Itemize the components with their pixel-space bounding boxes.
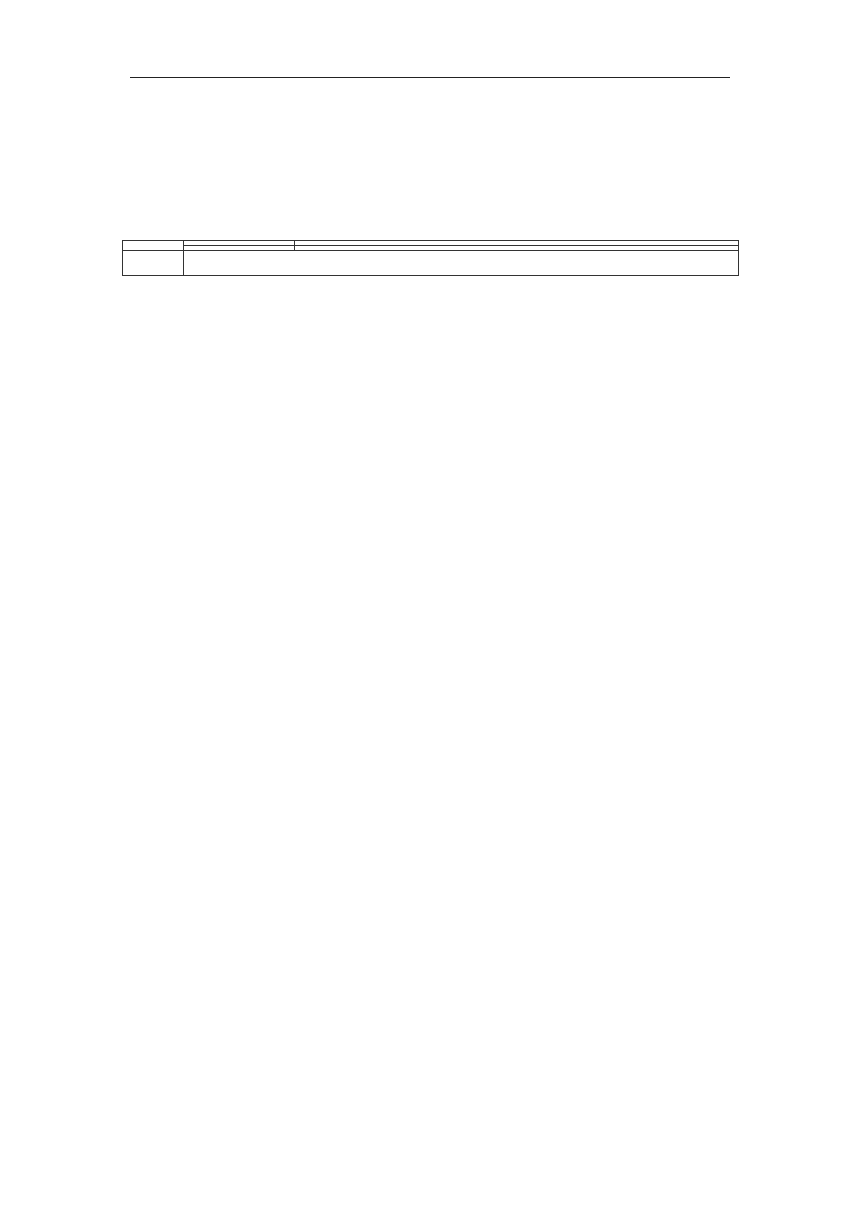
header-rule	[130, 77, 730, 78]
grammar-content	[184, 251, 739, 276]
grammar-label	[123, 251, 184, 276]
vocab-label	[123, 241, 184, 251]
vocabulary-table	[122, 240, 739, 276]
